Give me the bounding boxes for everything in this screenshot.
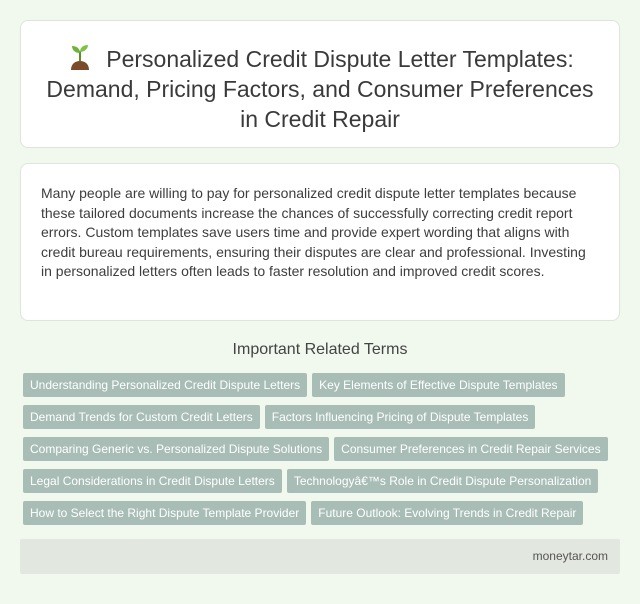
tag-link[interactable]: Understanding Personalized Credit Dispute Letters (23, 373, 307, 397)
page-title (41, 43, 599, 134)
tag-row (23, 373, 623, 397)
tag-link[interactable]: Consumer Preferences in Credit Repair Services (334, 437, 607, 461)
related-terms-heading: Important Related Terms (232, 341, 408, 358)
tag-link[interactable]: How to Select the Right Dispute Template Provider (23, 501, 306, 525)
description-text: Many people are willing to pay for personalized credit dispute letter templates because these tailored documents increase the chances of successfully correcting credit report errors. Custom templates save users time and provide expert wording that aligns with credit bureau requirements, ensuring their disputes are clear and professional. Investing in personalized letters often leads to faster resolution and improved credit scores. (41, 185, 586, 280)
title-card (20, 20, 620, 148)
tag-link[interactable]: Demand Trends for Custom Credit Letters (23, 405, 260, 429)
page-title-text: Personalized Credit Dispute Letter Templates: Demand, Pricing Factors, and Consumer Preferences in Credit Repair (46, 46, 594, 132)
tag-row (23, 469, 623, 493)
tag-link[interactable]: Key Elements of Effective Dispute Templates (312, 373, 564, 397)
tag-link[interactable]: Technologyâ€™s Role in Credit Dispute Personalization (287, 469, 599, 493)
related-terms-list (23, 373, 623, 533)
tag-link[interactable]: Factors Influencing Pricing of Dispute Templates (265, 405, 536, 429)
tag-link[interactable]: Comparing Generic vs. Personalized Dispute Solutions (23, 437, 329, 461)
tag-row (23, 437, 623, 461)
footer-site-link[interactable]: moneytar.com (532, 549, 608, 563)
description-card (20, 163, 620, 321)
tag-row (23, 501, 623, 525)
footer (20, 539, 620, 574)
tag-link[interactable]: Future Outlook: Evolving Trends in Credit Repair (311, 501, 583, 525)
tag-row (23, 405, 623, 429)
sprout-icon (66, 43, 94, 71)
tag-link[interactable]: Legal Considerations in Credit Dispute Letters (23, 469, 282, 493)
title-wrap (41, 43, 599, 134)
